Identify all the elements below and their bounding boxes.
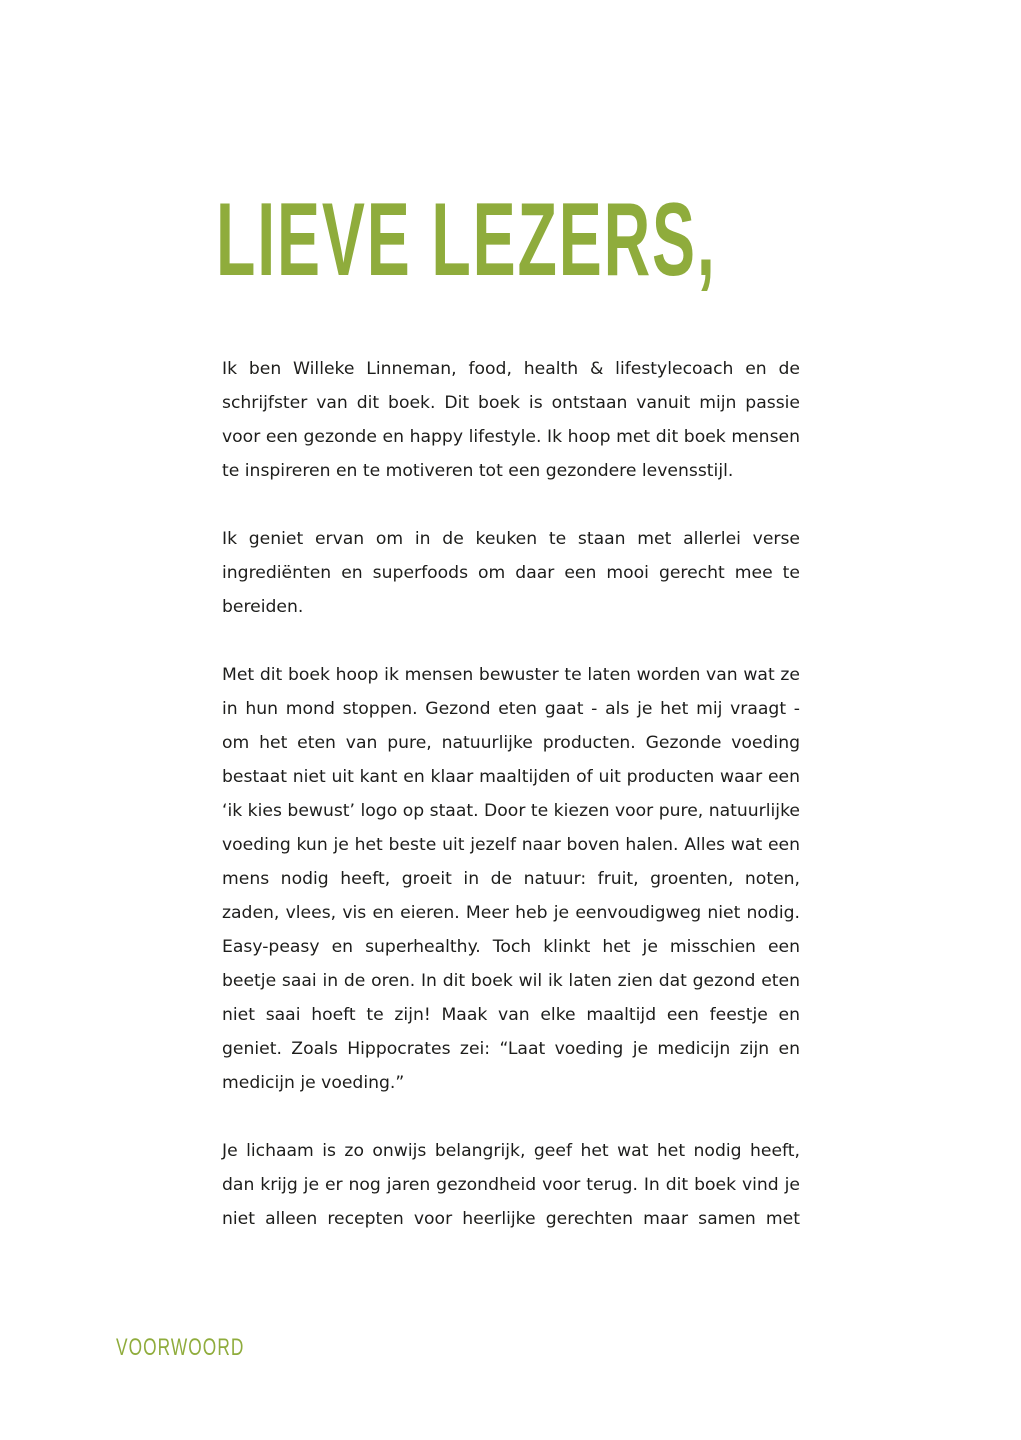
body-text — [222, 352, 800, 1236]
page-title: LIEVE LEZERS, — [216, 182, 717, 298]
paragraph-kitchen: Ik geniet ervan om in de keuken te staan met allerlei verse ingrediënten en superfoods om daar een mooi gerecht mee te bereiden. — [222, 529, 800, 617]
paragraph-intro: Ik ben Willeke Linneman, food, health & lifestylecoach en de schrijfster van dit boek. Dit boek is ontstaan vanuit mijn passie voor een gezonde en happy lifestyle. Ik hoop met dit boek mensen te inspireren en te motiveren tot een gezondere levensstijl. — [222, 359, 800, 481]
section-label: VOORWOORD — [116, 1334, 245, 1361]
paragraph-healthy-eating: Met dit boek hoop ik mensen bewuster te laten worden van wat ze in hun mond stoppen. Gezond eten gaat - als je het mij vraagt - om het eten van pure, natuurlijke producten. Gezonde voeding bestaat niet uit kant en klaar maaltijden of uit producten waar een ‘ik kies bewust’ logo op staat. Door te kiezen voor pure, natuurlijke voeding kun je het beste uit jezelf naar boven halen. Alles wat een mens nodig heeft, groeit in de natuur: fruit, groenten, noten, zaden, vlees, vis en eieren. Meer heb je eenvoudigweg niet nodig. Easy-peasy en superhealthy. Toch klinkt het je misschien een beetje saai in de oren. In dit boek wil ik laten zien dat gezond eten niet saai hoeft te zijn! Maak van elke maaltijd een feestje en geniet. Zoals Hippocrates zei: “Laat voeding je medicijn zijn en medicijn je voeding.” — [222, 665, 800, 1093]
paragraph-body: Je lichaam is zo onwijs belangrijk, geef het wat het nodig heeft, dan krijg je er nog jaren gezondheid voor terug. In dit boek vind je niet alleen recepten voor heerlijke gerechten maar samen met — [222, 1141, 800, 1229]
